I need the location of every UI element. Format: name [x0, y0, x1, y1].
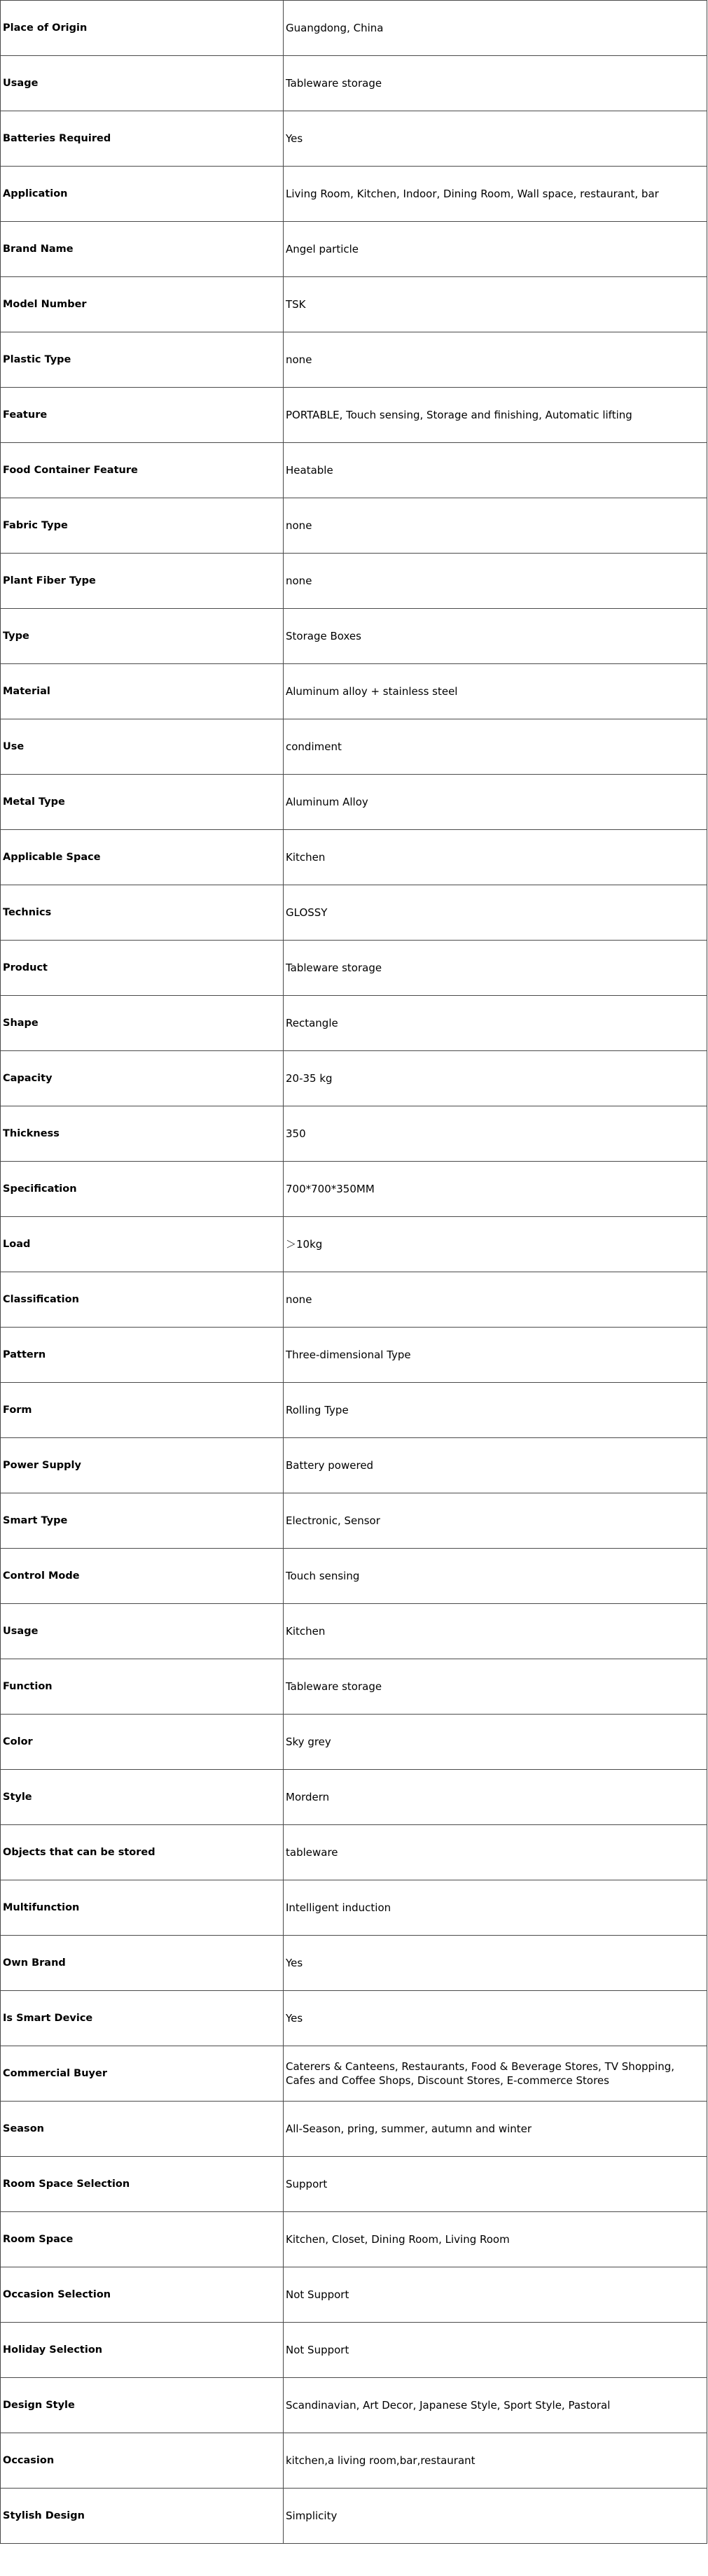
attribute-label: Technics	[1, 885, 284, 941]
attribute-value: none	[284, 1272, 707, 1328]
table-row	[1, 664, 707, 719]
attribute-label: Style	[1, 1770, 284, 1825]
table-row	[1, 1328, 707, 1383]
attribute-label: Own Brand	[1, 1936, 284, 1991]
attribute-label: Plant Fiber Type	[1, 554, 284, 609]
table-row	[1, 719, 707, 775]
table-row	[1, 1991, 707, 2046]
table-row	[1, 1715, 707, 1770]
table-row	[1, 830, 707, 885]
table-row	[1, 775, 707, 830]
attribute-value: none	[284, 554, 707, 609]
attribute-label: Occasion	[1, 2433, 284, 2489]
table-row	[1, 1383, 707, 1438]
attribute-value: Angel particle	[284, 222, 707, 277]
table-row	[1, 167, 707, 222]
attribute-label: Batteries Required	[1, 111, 284, 167]
attribute-value: Kitchen	[284, 830, 707, 885]
attribute-value: 350	[284, 1106, 707, 1162]
attribute-value: All-Season, pring, summer, autumn and winter	[284, 2102, 707, 2157]
attribute-value: Sky grey	[284, 1715, 707, 1770]
attribute-label: Pattern	[1, 1328, 284, 1383]
attribute-value: tableware	[284, 1825, 707, 1880]
attribute-label: Model Number	[1, 277, 284, 332]
attribute-label: Room Space Selection	[1, 2157, 284, 2212]
attribute-label: Material	[1, 664, 284, 719]
table-row	[1, 1493, 707, 1549]
attribute-value: Scandinavian, Art Decor, Japanese Style, Sport Style, Pastoral	[284, 2378, 707, 2433]
attribute-value: Intelligent induction	[284, 1880, 707, 1936]
attribute-label: Holiday Selection	[1, 2323, 284, 2378]
attribute-value: none	[284, 498, 707, 554]
attribute-value: Three-dimensional Type	[284, 1328, 707, 1383]
attribute-value: GLOSSY	[284, 885, 707, 941]
table-row	[1, 2046, 707, 2102]
table-row	[1, 222, 707, 277]
attribute-label: Design Style	[1, 2378, 284, 2433]
attribute-value: 700*700*350MM	[284, 1162, 707, 1217]
attribute-label: Usage	[1, 1604, 284, 1659]
attribute-label: Objects that can be stored	[1, 1825, 284, 1880]
table-row	[1, 2489, 707, 2544]
attribute-label: Function	[1, 1659, 284, 1715]
attribute-value: Storage Boxes	[284, 609, 707, 664]
table-row	[1, 2157, 707, 2212]
attribute-label: Control Mode	[1, 1549, 284, 1604]
attribute-label: Applicable Space	[1, 830, 284, 885]
attribute-label: Stylish Design	[1, 2489, 284, 2544]
attributes-body	[1, 1, 707, 2544]
attribute-value: Yes	[284, 1936, 707, 1991]
table-row	[1, 1880, 707, 1936]
attribute-value: Tableware storage	[284, 1659, 707, 1715]
attribute-value: Yes	[284, 111, 707, 167]
table-row	[1, 554, 707, 609]
attribute-value: none	[284, 332, 707, 388]
attribute-label: Fabric Type	[1, 498, 284, 554]
attribute-label: Multifunction	[1, 1880, 284, 1936]
attribute-value: Kitchen, Closet, Dining Room, Living Room	[284, 2212, 707, 2267]
attribute-value: Tableware storage	[284, 941, 707, 996]
attribute-value: Battery powered	[284, 1438, 707, 1493]
attribute-value: condiment	[284, 719, 707, 775]
attribute-label: Smart Type	[1, 1493, 284, 1549]
table-row	[1, 885, 707, 941]
attribute-value: Rolling Type	[284, 1383, 707, 1438]
attribute-value: Yes	[284, 1991, 707, 2046]
table-row	[1, 941, 707, 996]
table-row	[1, 388, 707, 443]
table-row	[1, 1106, 707, 1162]
attribute-label: Season	[1, 2102, 284, 2157]
table-row	[1, 1659, 707, 1715]
table-row	[1, 609, 707, 664]
table-row	[1, 1, 707, 56]
attribute-label: Place of Origin	[1, 1, 284, 56]
attribute-value: Living Room, Kitchen, Indoor, Dining Room, Wall space, restaurant, bar	[284, 167, 707, 222]
attribute-label: Food Container Feature	[1, 443, 284, 498]
attribute-label: Application	[1, 167, 284, 222]
attribute-value: kitchen,a living room,bar,restaurant	[284, 2433, 707, 2489]
table-row	[1, 56, 707, 111]
table-row	[1, 277, 707, 332]
attribute-value: Kitchen	[284, 1604, 707, 1659]
table-row	[1, 2378, 707, 2433]
attribute-label: Feature	[1, 388, 284, 443]
attribute-value: Not Support	[284, 2323, 707, 2378]
attribute-label: Metal Type	[1, 775, 284, 830]
attribute-label: Product	[1, 941, 284, 996]
attribute-value: Not Support	[284, 2267, 707, 2323]
attribute-label: Shape	[1, 996, 284, 1051]
attribute-value: Simplicity	[284, 2489, 707, 2544]
attribute-value: Electronic, Sensor	[284, 1493, 707, 1549]
table-row	[1, 996, 707, 1051]
table-row	[1, 332, 707, 388]
table-row	[1, 1162, 707, 1217]
attribute-value: Aluminum alloy + stainless steel	[284, 664, 707, 719]
attribute-label: Type	[1, 609, 284, 664]
attribute-label: Occasion Selection	[1, 2267, 284, 2323]
table-row	[1, 1549, 707, 1604]
attribute-value: PORTABLE, Touch sensing, Storage and finishing, Automatic lifting	[284, 388, 707, 443]
table-row	[1, 2102, 707, 2157]
attribute-label: Is Smart Device	[1, 1991, 284, 2046]
attribute-label: Commercial Buyer	[1, 2046, 284, 2102]
table-row	[1, 1217, 707, 1272]
attribute-label: Brand Name	[1, 222, 284, 277]
table-row	[1, 498, 707, 554]
attribute-value: Rectangle	[284, 996, 707, 1051]
attribute-value: 20-35 kg	[284, 1051, 707, 1106]
table-row	[1, 1604, 707, 1659]
table-row	[1, 1936, 707, 1991]
attribute-label: Form	[1, 1383, 284, 1438]
attribute-label: Use	[1, 719, 284, 775]
attribute-value: Aluminum Alloy	[284, 775, 707, 830]
table-row	[1, 443, 707, 498]
attribute-value: Guangdong, China	[284, 1, 707, 56]
table-row	[1, 111, 707, 167]
attribute-value: TSK	[284, 277, 707, 332]
attribute-label: Color	[1, 1715, 284, 1770]
table-row	[1, 2433, 707, 2489]
attribute-label: Plastic Type	[1, 332, 284, 388]
attribute-value: Touch sensing	[284, 1549, 707, 1604]
attribute-value: ＞10kg	[284, 1217, 707, 1272]
attribute-label: Load	[1, 1217, 284, 1272]
attribute-label: Specification	[1, 1162, 284, 1217]
attribute-label: Room Space	[1, 2212, 284, 2267]
table-row	[1, 2212, 707, 2267]
attribute-label: Usage	[1, 56, 284, 111]
table-row	[1, 1438, 707, 1493]
table-row	[1, 1051, 707, 1106]
attribute-value: Tableware storage	[284, 56, 707, 111]
attribute-label: Capacity	[1, 1051, 284, 1106]
attribute-value: Support	[284, 2157, 707, 2212]
attribute-value: Caterers & Canteens, Restaurants, Food & Beverage Stores, TV Shopping, Cafes and Coffee Shops, Discount Stores, E-commerce Stores	[284, 2046, 707, 2102]
table-row	[1, 2267, 707, 2323]
attribute-value: Heatable	[284, 443, 707, 498]
attribute-label: Thickness	[1, 1106, 284, 1162]
table-row	[1, 1825, 707, 1880]
table-row	[1, 1770, 707, 1825]
table-row	[1, 2323, 707, 2378]
attribute-label: Classification	[1, 1272, 284, 1328]
table-row	[1, 1272, 707, 1328]
attribute-label: Power Supply	[1, 1438, 284, 1493]
attribute-value: Mordern	[284, 1770, 707, 1825]
